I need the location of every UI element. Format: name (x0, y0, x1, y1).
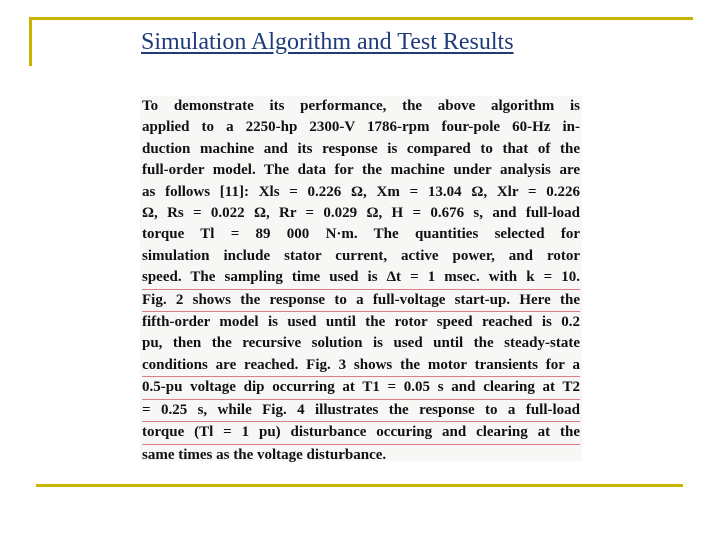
text-line: full-order model. The data for the machine under analysis are (142, 162, 580, 179)
text-line: torque (Tl = 1 pu) disturbance occuring and clearing at the (142, 422, 580, 444)
text-line: duction machine and its response is compared to that of the (142, 140, 580, 157)
scanned-paragraph (140, 96, 582, 466)
text-line: Ω, Rs = 0.022 Ω, Rr = 0.029 Ω, H = 0.676 s, and full-load (142, 205, 580, 222)
text-line: fifth-order model is used until the rotor speed reached is 0.2 (142, 314, 580, 331)
text-line: 0.5-pu voltage dip occurring at T1 = 0.05 s and clearing at T2 (142, 377, 580, 399)
text-line: applied to a 2250-hp 2300-V 1786-rpm four-pole 60-Hz in- (142, 119, 580, 136)
text-line: pu, then the recursive solution is used until the steady-state (142, 335, 580, 352)
frame-left-rule (29, 17, 32, 66)
text-line: as follows [11]: Xls = 0.226 Ω, Xm = 13.04 Ω, Xlr = 0.226 (142, 183, 580, 200)
frame-bottom-rule (36, 484, 683, 487)
frame-top-rule (31, 17, 693, 20)
text-line: To demonstrate its performance, the above algorithm is (142, 98, 580, 114)
text-line: same times as the voltage disturbance. (142, 446, 387, 463)
scanned-paragraph-image (140, 96, 582, 461)
text-line: torque Tl = 89 000 N·m. The quantities selected for (142, 226, 580, 243)
text-line: = 0.25 s, while Fig. 4 illustrates the response to a full-load (142, 400, 580, 422)
text-line: speed. The sampling time used is Δt = 1 msec. with k = 10. (142, 267, 580, 289)
text-line: conditions are reached. Fig. 3 shows the motor transients for a (142, 355, 580, 377)
text-line: simulation include stator current, active power, and rotor (142, 247, 580, 264)
slide-title: Simulation Algorithm and Test Results (141, 29, 514, 55)
text-line: Fig. 2 shows the response to a full-voltage start-up. Here the (142, 290, 580, 312)
